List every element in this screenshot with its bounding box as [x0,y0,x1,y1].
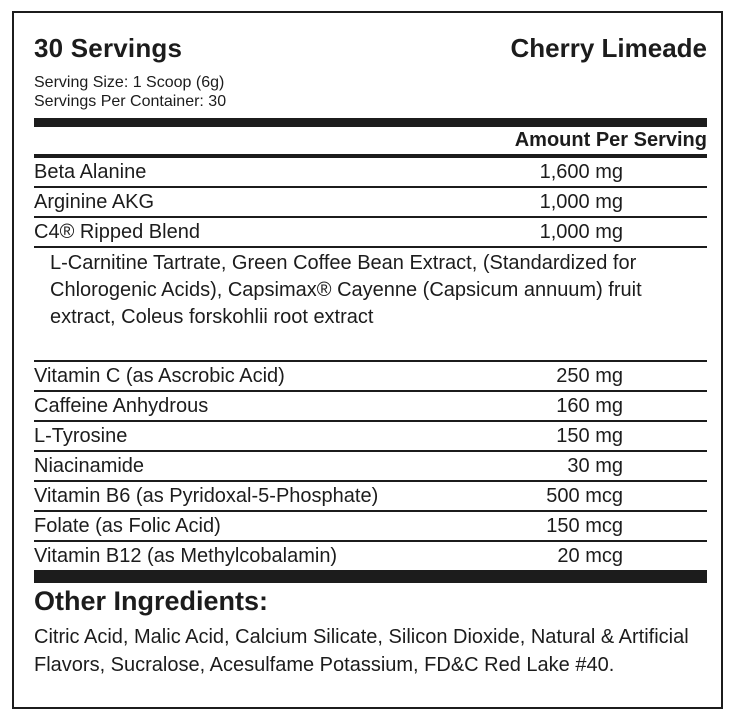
ingredient-row [34,512,707,542]
ingredient-name: Beta Alanine [34,161,147,183]
ingredient-row [34,452,707,482]
label-content [34,13,707,707]
ingredient-amount: 250 mg [556,365,623,387]
ingredient-name: Vitamin C (as Ascrobic Acid) [34,365,285,387]
ingredient-name: C4® Ripped Blend [34,221,200,243]
other-ingredients-title: Other Ingredients: [34,586,269,616]
servings-title: 30 Servings [34,33,183,63]
serving-size: Serving Size: 1 Scoop (6g) [34,74,225,91]
ingredient-row [34,188,707,218]
ingredient-row [34,482,707,512]
ingredient-amount: 150 mg [556,425,623,447]
ingredient-name: Folate (as Folic Acid) [34,515,221,537]
ingredient-row [34,392,707,422]
ingredient-row [34,422,707,452]
ingredient-name: Arginine AKG [34,191,155,213]
ingredient-row [34,362,707,392]
ingredient-amount: 20 mcg [557,545,623,567]
ingredient-amount: 500 mcg [546,485,623,507]
ingredient-row [34,218,707,248]
top-divider-bar [34,118,707,127]
ingredient-amount: 1,000 mg [539,221,623,243]
ingredient-amount: 160 mg [556,395,623,417]
servings-per-container: Servings Per Container: 30 [34,93,227,110]
ingredient-name: Vitamin B6 (as Pyridoxal-5-Phosphate) [34,485,379,507]
ingredient-amount: 1,000 mg [539,191,623,213]
flavor-name: Cherry Limeade [510,33,707,63]
other-ingredients-text: Citric Acid, Malic Acid, Calcium Silicate, Silicon Dioxide, Natural & Artificial Flavors, Sucralose, Acesulfame Potassium, FD&C Red Lake #40. [34,626,689,676]
ingredient-amount: 1,600 mg [539,161,623,183]
amount-per-serving-header: Amount Per Serving [34,127,707,158]
ingredient-row [34,542,707,570]
ingredient-name: Vitamin B12 (as Methylcobalamin) [34,545,338,567]
ingredient-name: Niacinamide [34,455,145,477]
bottom-divider-bar [34,570,707,583]
ingredient-name: L-Tyrosine [34,425,128,447]
ingredient-amount: 150 mcg [546,515,623,537]
ingredient-name: Caffeine Anhydrous [34,395,209,417]
title-row [34,13,707,73]
supplement-facts-label [12,11,723,709]
blend-description: L-Carnitine Tartrate, Green Coffee Bean Extract, (Standardized for Chlorogenic Acids), Capsimax® Cayenne (Capsicum annuum) fruit extract, Coleus forskohlii root extract [34,248,707,362]
ingredient-row [34,158,707,188]
ingredient-amount: 30 mg [567,455,623,477]
